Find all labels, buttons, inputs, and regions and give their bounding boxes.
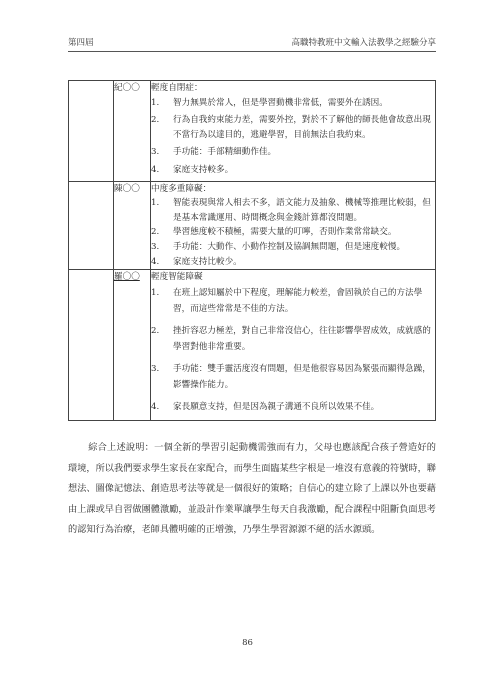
table-cell-blank (69, 81, 114, 182)
student-cases-table (68, 80, 436, 421)
list-item: 1. 智能表現與常人相去不多，語文能力及抽象、機械等推理比較弱，但是基本常識運用、時間概念與金錢計算都沒問題。 (151, 198, 431, 223)
page-number: 86 (242, 638, 253, 648)
table-cell-blank (69, 181, 114, 270)
trait-list (151, 196, 435, 269)
list-item: 3. 手功能：大動作、小動作控制及協調無問題，但是速度較慢。 (151, 241, 406, 252)
header-rule (68, 51, 436, 52)
student-name-cell (114, 270, 151, 421)
table-cell-blank (69, 270, 114, 421)
list-item: 4. 家庭支持較多。 (151, 164, 234, 175)
list-item: 3. 手功能：手部精細動作佳。 (151, 147, 277, 158)
disability-category: 中度多重障礙： (151, 183, 212, 194)
header-left: 第四屆 (68, 38, 94, 48)
list-item: 4. 家庭支持比較少。 (151, 256, 242, 267)
student-name: 紀〇〇 (114, 81, 151, 182)
student-description (151, 81, 436, 182)
disability-category: 輕度自閉症： (151, 83, 203, 93)
header-title: 高職特教班中文輸入法教學之經驗分享 (291, 38, 436, 48)
student-name: 陳〇〇 (114, 181, 151, 270)
table-row (69, 270, 436, 421)
list-item: 2. 行為自我約束能力差，需要外控，對於不了解他的師長他會故意出現不當行為以達目的，逃避學習，目前無法自我約束。 (151, 115, 431, 140)
table-row (69, 81, 436, 182)
list-item: 4. 家長願意支持，但是因為親子溝通不良所以效果不佳。 (151, 401, 380, 412)
disability-category: 輕度智能障礙 (151, 272, 203, 283)
trait-list (151, 96, 435, 178)
list-item: 1. 智力無異於常人，但是學習動機非常低，需要外在誘因。 (151, 97, 388, 108)
student-name: 羅〇〇 (114, 272, 140, 283)
summary-paragraph (68, 438, 436, 541)
body-text: 綜合上述說明：一個全新的學習引起動機需強而有力，父母也應該配合孩子營造好的環境，所以我們要求學生家長在家配合，而學生面臨某些字根是一堆沒有意義的符號時，聯想法、圖像記憶法、創造思考法等就是一個很好的策略；自信心的建立除了上課以外也要藉由上課或早自習做團體激勵，並設計作業單讓學生每天自我激勵，配合課程中阻斷負面思考的認知行為治療，老師具體明確的正增強，乃學生學習源源不絕的活水源頭。 (68, 442, 436, 535)
list-item: 1. 在班上認知屬於中下程度，理解能力較差，會固執於自己的方法學習，而這些常常是不佳的方法。 (151, 287, 423, 315)
student-description (151, 270, 436, 421)
student-description (151, 181, 436, 270)
list-item: 2. 學習態度較不積極，需要大量的叮嚀，否則作業常常缺交。 (151, 227, 397, 238)
list-item: 2. 挫折容忍力極差，對自己非常沒信心，往往影響學習成效，成就感的學習對他非常重要。 (151, 325, 431, 353)
table-row (69, 181, 436, 270)
trait-list (151, 285, 435, 416)
list-item: 3. 手功能：雙手靈活度沒有問題，但是他很容易因為緊張而顯得急躁，影響操作能力。 (151, 363, 431, 391)
